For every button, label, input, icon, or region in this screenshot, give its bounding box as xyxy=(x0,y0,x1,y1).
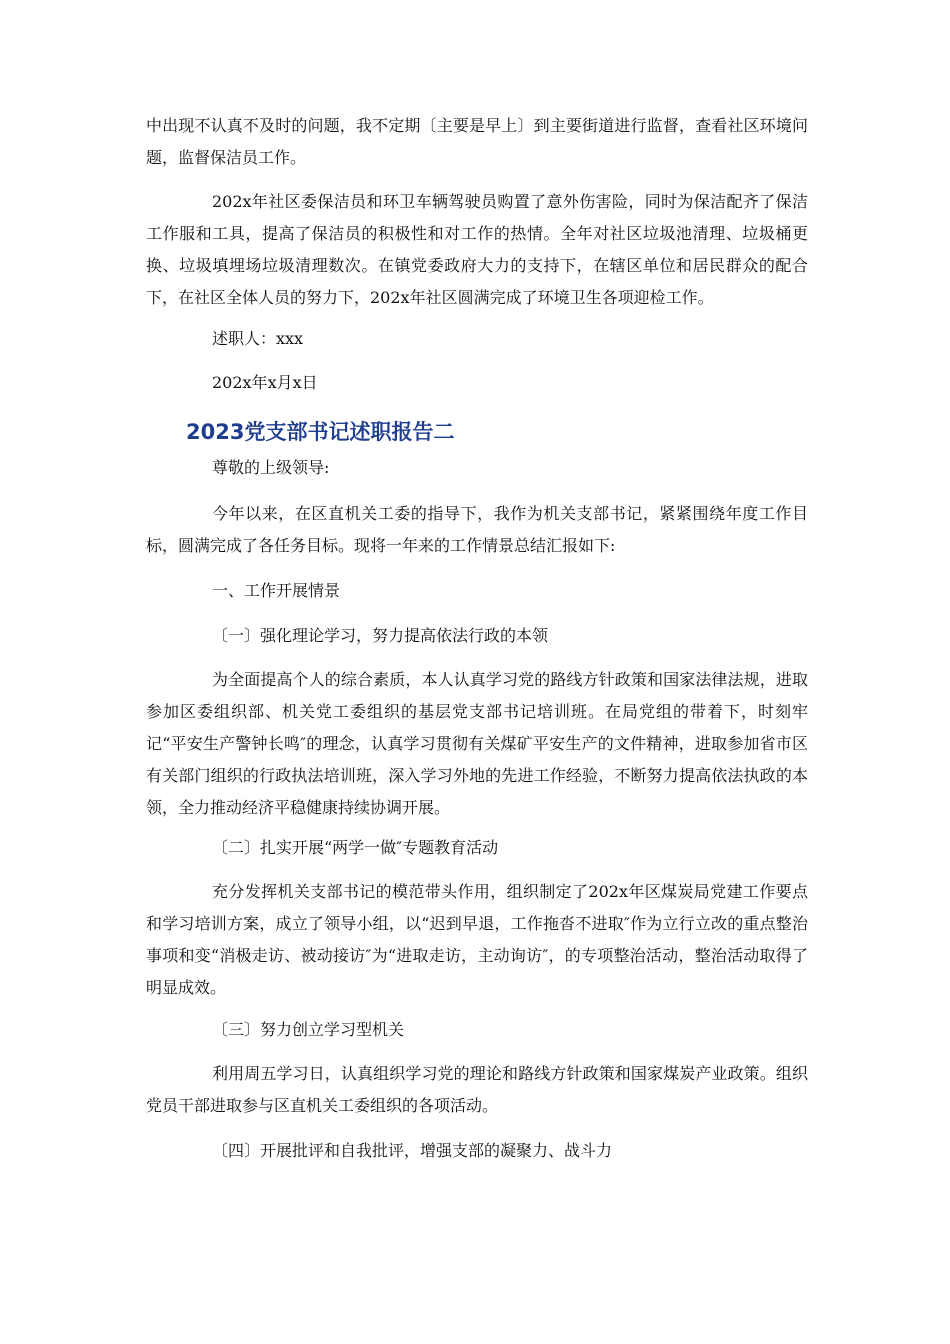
paragraph-sanitation-insurance: 202x年社区委保洁员和环卫车辆驾驶员购置了意外伤害险，同时为保洁配齐了保洁工作服和工具，提高了保洁员的积极性和对工作的热情。全年对社区垃圾池清理、垃圾桶更换、垃圾填埋场垃圾清理数次。在镇党委政府大力的支持下，在辖区单位和居民群众的配合下，在社区全体人员的努力下，202x年社区圆满完成了环境卫生各项迎检工作。 xyxy=(146,192,808,307)
salutation: 尊敬的上级领导: xyxy=(212,458,330,477)
signer-line: 述职人：xxx xyxy=(212,329,304,348)
date-line: 202x年x月x日 xyxy=(212,373,318,392)
section-title-1: 一、工作开展情景 xyxy=(212,581,341,600)
paragraph-intro: 今年以来，在区直机关工委的指导下，我作为机关支部书记，紧紧围绕年度工作目标，圆满完成了各任务目标。现将一年来的工作情景总结汇报如下: xyxy=(146,504,808,555)
paragraph-continuation: 中出现不认真不及时的问题，我不定期〔主要是早上〕到主要街道进行监督，查看社区环境问题，监督保洁员工作。 xyxy=(146,116,808,167)
paragraph-education-activity: 充分发挥机关支部书记的模范带头作用，组织制定了202x年区煤炭局党建工作要点和学习培训方案，成立了领导小组，以“迟到早退，工作拖沓不进取″作为立行立改的重点整治事项和变“消极走访、被动接访″为“进取走访，主动询访″，的专项整治活动，整治活动取得了明显成效。 xyxy=(146,882,808,997)
paragraph-learning-organization: 利用周五学习日，认真组织学习党的理论和路线方针政策和国家煤炭产业政策。组织党员干部进取参与区直机关工委组织的各项活动。 xyxy=(146,1064,808,1115)
subsection-title-1: 〔一〕强化理论学习，努力提高依法行政的本领 xyxy=(212,626,549,645)
subsection-title-4: 〔四〕开展批评和自我批评，增强支部的凝聚力、战斗力 xyxy=(212,1141,613,1160)
paragraph-theory-study: 为全面提高个人的综合素质，本人认真学习党的路线方针政策和国家法律法规，进取参加区委组织部、机关党工委组织的基层党支部书记培训班。在局党组的带着下，时刻牢记“平安生产警钟长鸣″的理念，认真学习贯彻有关煤矿平安生产的文件精神，进取参加省市区有关部门组织的行政执法培训班，深入学习外地的先进工作经验，不断努力提高依法执政的本领，全力推动经济平稳健康持续协调开展。 xyxy=(146,670,808,817)
section-heading: 2023党支部书记述职报告二 xyxy=(186,420,455,444)
subsection-title-2: 〔二〕扎实开展“两学一做″专题教育活动 xyxy=(212,838,499,857)
subsection-title-3: 〔三〕努力创立学习型机关 xyxy=(212,1020,405,1039)
